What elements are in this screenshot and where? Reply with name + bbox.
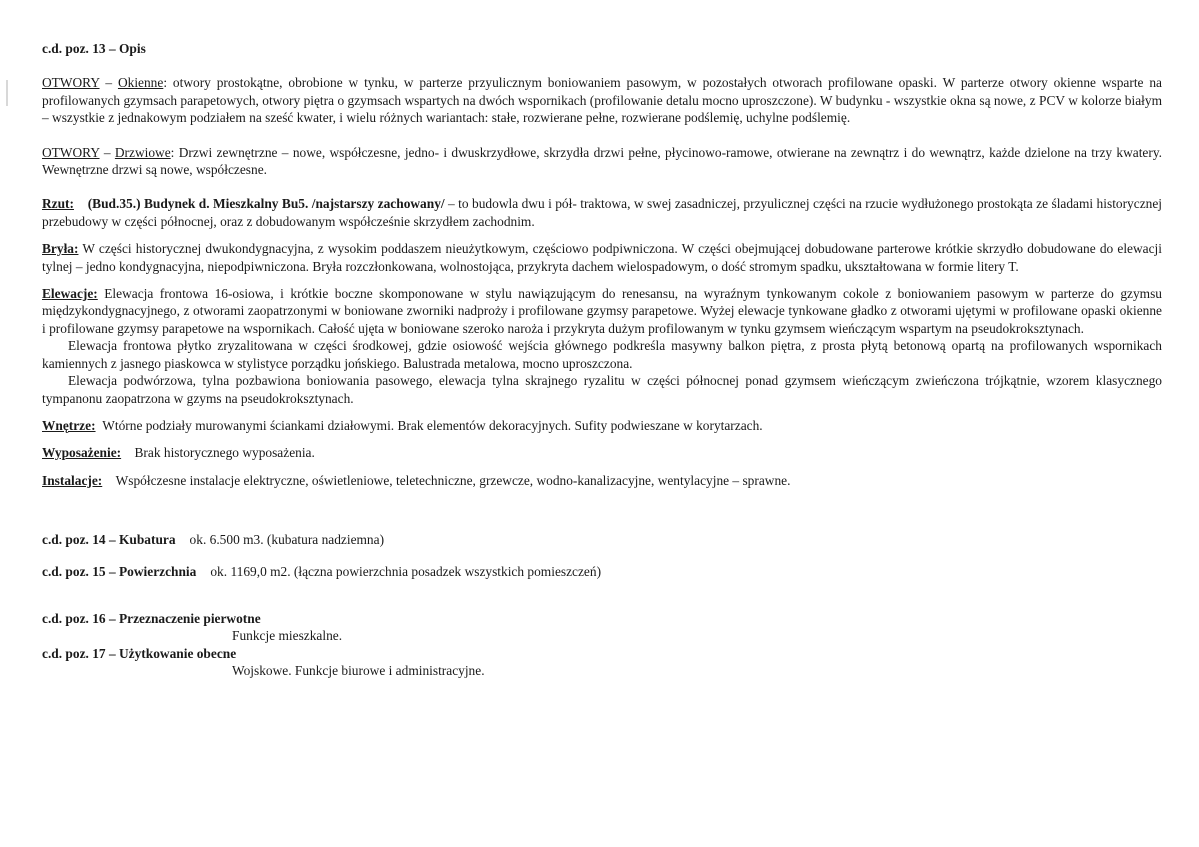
spacer xyxy=(42,489,1162,531)
poz17-value: Wojskowe. Funkcje biurowe i administracyjne. xyxy=(232,663,485,679)
section-title: c.d. poz. 13 – Opis xyxy=(42,41,146,56)
rzut-paragraph xyxy=(42,195,1162,230)
okienne-label: Okienne xyxy=(117,75,164,91)
otwory-separator: – xyxy=(99,144,115,160)
elewacje-paragraph-3: Elewacja podwórzowa, tylna pozbawiona boniowania pasowego, elewacja tylna skrajnego ryzalitu w części północnej ponad gzymsem wieńczącym zwieńczona trójkątnie, wzorem klasycznego tympanonu zaopatrzona w gzyms na pseudokroksztynach. xyxy=(42,373,1162,406)
poz15-label: c.d. poz. 15 – Powierzchnia xyxy=(42,563,197,579)
bryla-text: W części historycznej dwukondygnacyjna, z wysokim poddaszem nieużytkowym, częściowo podpiwniczona. W części obejmującej dobudowane parterowe krótkie skrzydło dobudowane do elewacji tylnej – jedno kondygnacyjna, niepodpiwniczona. Bryła rozczłonkowana, wolnostojąca, przykryta dachem wielospadowym, o dość stromym spadku, ukształtowana w formie litery T. xyxy=(42,241,1162,274)
document-page xyxy=(42,40,1162,680)
rzut-building-name: (Bud.35.) Budynek d. Mieszkalny Bu5. /najstarszy zachowany/ xyxy=(87,196,445,212)
elewacje-paragraph-1 xyxy=(42,285,1162,337)
poz17-line xyxy=(42,645,1162,662)
drzwiowe-label: Drzwiowe xyxy=(114,144,171,160)
rzut-label: Rzut: xyxy=(42,196,74,212)
wyposazenie-label: Wyposażenie: xyxy=(42,445,122,461)
poz14-line xyxy=(42,531,1162,548)
wnetrze-paragraph xyxy=(42,417,1162,434)
otwory-label: OTWORY xyxy=(42,144,100,160)
rzut-text: – to budowla dwu i pół- traktowa, w swej zasadniczej, przyulicznej części na rzucie wydłużonego prostokąta ze śladami historycznej przebudowy w części północnej, oraz z dobudowanym współcześnie skrzydłem zachodnim. xyxy=(42,196,1163,229)
wyposazenie-paragraph xyxy=(42,444,1162,461)
poz16-value: Funkcje mieszkalne. xyxy=(232,628,343,644)
wnetrze-text: Wtórne podziały murowanymi ściankami działowymi. Brak elementów dekoracyjnych. Sufity podwieszane w korytarzach. xyxy=(102,417,763,433)
otwory-okienne-paragraph xyxy=(42,74,1162,126)
elewacje-paragraph-2: Elewacja frontowa płytko zryzalitowana w części środkowej, gdzie osiowość wejścia głównego podkreśla masywny balkon piętra, z prosta płytą betonową opartą na profilowanych wspornikach kamiennych z jasnego piaskowca w stylistyce porządku jońskiego. Balustrada metalowa, mocno uproszczona. xyxy=(42,338,1162,371)
otwory-separator: – xyxy=(99,75,118,91)
poz15-line xyxy=(42,563,1162,580)
otwory-drzwiowe-paragraph xyxy=(42,144,1162,179)
elewacje-text-1: Elewacja frontowa 16-osiowa, i krótkie boczne skomponowane w stylu nawiązującym do renesansu, na wyraźnym tynkowanym cokole z boniowaniem pasowym w parterze do gzymsu międzykondygnacyjnego, z otworami zaopatrzonymi w boniowane zworniki nadproży i profilowane gzymsy parapetowe. Wyżej elewacje tynkowane gładko z otworami ujętymi w profilowane opaski okienne i profilowane gzymsy parapetowe na wspornikach. Całość ujęta w boniowane szeroko naroża i przykryta dużym profilowanym w tynku gzymsem wieńczącym wspartym na pseudokroksztynach. xyxy=(42,286,1162,336)
wnetrze-label: Wnętrze: xyxy=(42,417,96,433)
spacer xyxy=(42,549,1162,563)
instalacje-text: Współczesne instalacje elektryczne, oświetleniowe, teletechniczne, grzewcze, wodno-kanalizacyjne, wentylacyjne – sprawne. xyxy=(115,472,791,488)
poz15-value: ok. 1169,0 m2. (łączna powierzchnia posadzek wszystkich pomieszczeń) xyxy=(210,563,602,579)
okienne-text: : otwory prostokątne, obrobione w tynku, w parterze przyulicznym boniowaniem pasowym, w pozostałych otworach profilowane opaski. W parterze otwory okienne wsparte na profilowanych gzymsach parapetowych, otwory piętra o gzymsach wspartych na dwóch wspornikach (profilowanie detalu mocno uproszczone). W budynku - wszystkie okna są nowe, z PCV w kolorze białym – wszystkie z jednakowym podziałem na sześć kwater, i wielu różnych wariantach: stałe, rozwierane pełne, rozwierane podślemię, uchylne podślemię. xyxy=(42,75,1162,126)
spacer xyxy=(42,580,1162,610)
poz17-label: c.d. poz. 17 – Użytkowanie obecne xyxy=(42,645,237,661)
poz14-value: ok. 6.500 m3. (kubatura nadziemna) xyxy=(189,532,385,548)
poz16-label: c.d. poz. 16 – Przeznaczenie pierwotne xyxy=(42,610,261,626)
wyposazenie-text: Brak historycznego wyposażenia. xyxy=(134,445,315,461)
bryla-paragraph xyxy=(42,240,1162,275)
scan-artifact xyxy=(6,80,8,106)
bryla-label: Bryła: xyxy=(42,241,79,257)
instalacje-paragraph xyxy=(42,472,1162,489)
otwory-label: OTWORY xyxy=(42,75,100,91)
drzwiowe-text: : Drzwi zewnętrzne – nowe, współczesne, jedno- i dwuskrzydłowe, skrzydła drzwi pełne, płycinowo-ramowe, otwierane na zewnątrz i do wewnątrz, każde dzielone na trzy kwatery. Wewnętrzne drzwi są nowe, współczesne. xyxy=(42,144,1163,178)
instalacje-label: Instalacje: xyxy=(42,472,103,488)
poz16-line xyxy=(42,610,1162,627)
elewacje-label: Elewacje: xyxy=(42,286,98,302)
poz14-label: c.d. poz. 14 – Kubatura xyxy=(42,532,176,548)
